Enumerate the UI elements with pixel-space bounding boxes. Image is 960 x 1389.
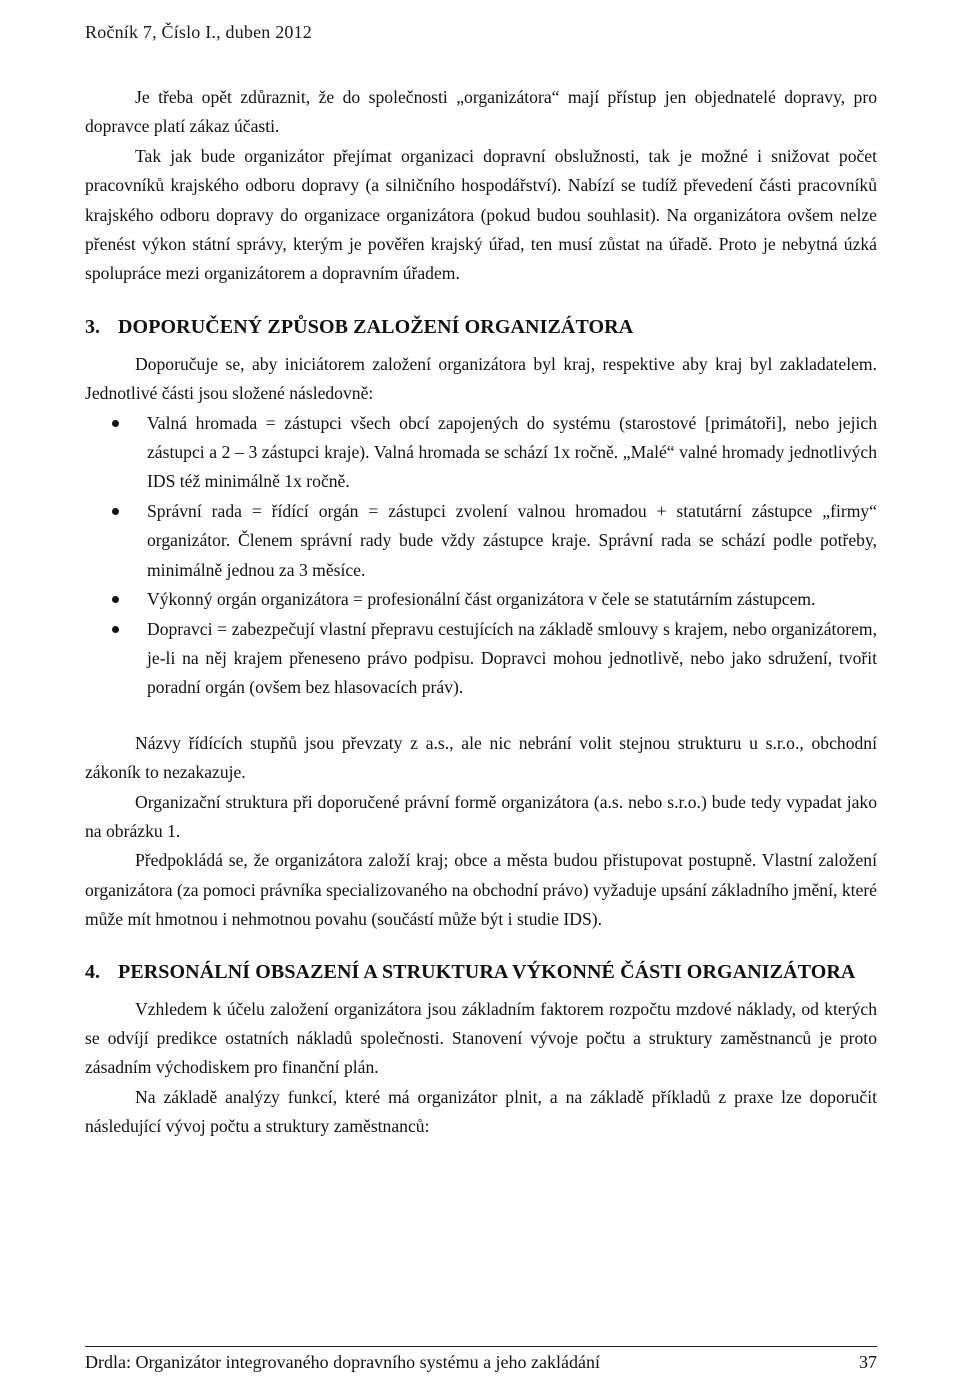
running-header: Ročník 7, Číslo I., duben 2012	[85, 22, 312, 42]
list-item	[85, 585, 877, 614]
paragraph: Tak jak bude organizátor přejímat organizaci dopravní obslužnosti, tak je možné i snižovat počet pracovníků krajského odboru dopravy (a silničního hospodářství). Nabízí se tudíž převedení části pracovníků krajského odboru dopravy do organizace organizátora (pokud budou souhlasit). Na organizátora ovšem nelze přenést výkon státní správy, kterým je pověřen krajský úřad, ten musí zůstat na úřadě. Proto je nebytná úzká spolupráce mezi organizátorem a dopravním úřadem.	[85, 145, 877, 284]
bullet-icon	[112, 626, 119, 633]
bullet-icon	[112, 420, 119, 427]
list-item-text: Valná hromada = zástupci všech obcí zapojených do systému (starostové [primátoři], nebo jejich zástupci a 2 – 3 zástupci kraje). Valná hromada se schází 1x ročně. „Malé“ valné hromady jednotlivých IDS též minimálně 1x ročně.	[147, 412, 877, 492]
bullet-icon	[112, 508, 119, 515]
paragraph: Vzhledem k účelu založení organizátora jsou základním faktorem rozpočtu mzdové náklady, od kterých se odvíjí predikce ostatních nákladů společnosti. Stanovení vývoje počtu a struktury zaměstnanců je proto zásadním východiskem pro finanční plán.	[85, 998, 877, 1078]
list-item-text: Dopravci = zabezpečují vlastní přepravu cestujících na základě smlouvy s krajem, nebo organizátorem, je-li na něj krajem přeneseno právo podpisu. Dopravci mohou jednotlivě, nebo jako sdružení, tvořit poradní orgán (ovšem bez hlasovacích práv).	[147, 618, 877, 698]
list-item	[85, 409, 877, 497]
list-item-text: Výkonný orgán organizátora = profesionální část organizátora v čele se statutárním zástupcem.	[147, 589, 816, 610]
section-title: PERSONÁLNÍ OBSAZENÍ A STRUKTURA VÝKONNÉ ČÁSTI ORGANIZÁTORA	[118, 960, 856, 983]
bullet-icon	[112, 596, 119, 603]
page-number: 37	[859, 1352, 877, 1372]
paragraph: Doporučuje se, aby iniciátorem založení organizátora byl kraj, respektive aby kraj byl zakladatelem. Jednotlivé části jsou složené následovně:	[85, 353, 877, 404]
section-heading	[85, 957, 877, 987]
section-title: DOPORUČENÝ ZPŮSOB ZALOŽENÍ ORGANIZÁTORA	[118, 315, 634, 338]
list-item	[85, 497, 877, 585]
list-item	[85, 615, 877, 703]
paragraph: Organizační struktura při doporučené právní formě organizátora (a.s. nebo s.r.o.) bude tedy vypadat jako na obrázku 1.	[85, 791, 877, 841]
section-number: 4.	[85, 960, 100, 983]
list-item-text: Správní rada = řídící orgán = zástupci zvolení valnou hromadou + statutární zástupce „firmy“ organizátor. Členem správní rady bude vždy zástupce kraje. Správní rada se schází podle potřeby, minimálně jednou za 3 měsíce.	[147, 500, 877, 580]
paragraph: Na základě analýzy funkcí, které má organizátor plnit, a na základě příkladů z praxe lze doporučit následující vývoj počtu a struktury zaměstnanců:	[85, 1086, 877, 1137]
page-content	[85, 83, 877, 1142]
bullet-list	[85, 409, 877, 703]
paragraph: Předpokládá se, že organizátora založí kraj; obce a města budou přistupovat postupně. Vlastní založení organizátora (za pomoci právníka specializovaného na obchodní právo) vyžaduje upsání základního jmění, které může mít hmotnou i nehmotnou povahu (součástí může být i studie IDS).	[85, 850, 877, 930]
footer-text: Drdla: Organizátor integrovaného dopravního systému a jeho zakládání	[85, 1352, 601, 1372]
page-footer	[85, 1346, 877, 1375]
section-heading	[85, 312, 877, 342]
section-number: 3.	[85, 315, 100, 338]
paragraph: Názvy řídících stupňů jsou převzaty z a.s., ale nic nebrání volit stejnou strukturu u s.r.o., obchodní zákoník to nezakazuje.	[85, 732, 877, 783]
paragraph: Je třeba opět zdůraznit, že do společnosti „organizátora“ mají přístup jen objednatelé dopravy, pro dopravce platí zákaz účasti.	[85, 87, 877, 137]
